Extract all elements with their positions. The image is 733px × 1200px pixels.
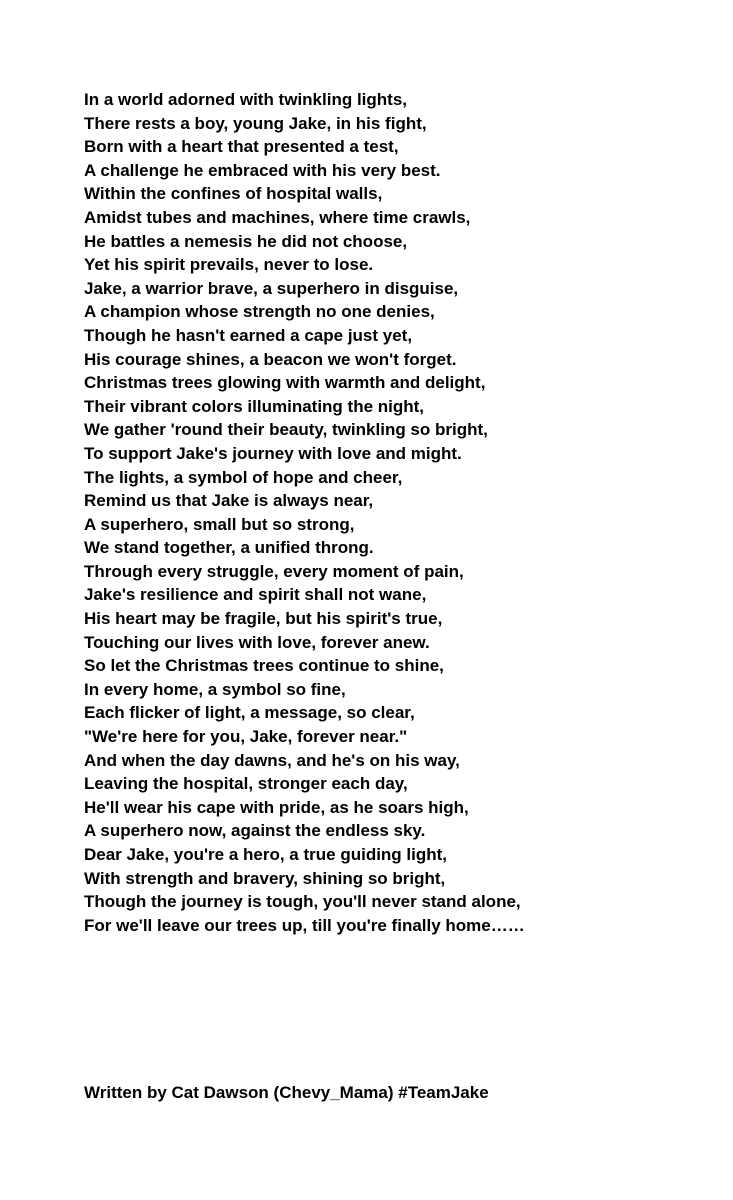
poem-line: Yet his spirit prevails, never to lose. [84, 255, 374, 275]
poem-line: Jake's resilience and spirit shall not wane, [84, 585, 427, 605]
poem-line: Dear Jake, you're a hero, a true guiding light, [84, 845, 448, 864]
poem-line: His courage shines, a beacon we won't forget. [84, 349, 457, 369]
poem-line: Born with a heart that presented a test, [84, 137, 399, 157]
poem-line: A superhero, small but so strong, [84, 514, 355, 534]
poem-line: The lights, a symbol of hope and cheer, [84, 467, 403, 487]
poem-line: In a world adorned with twinkling lights, [84, 90, 407, 109]
poem-line: Though the journey is tough, you'll never stand alone, [84, 892, 521, 912]
poem-line: He battles a nemesis he did not choose, [84, 231, 408, 251]
poem-line: Remind us that Jake is always near, [84, 491, 374, 511]
poem-line: Amidst tubes and machines, where time crawls, [84, 207, 471, 227]
poem-body [84, 88, 724, 937]
poem-line: A challenge he embraced with his very best. [84, 160, 441, 180]
poem-line: Within the confines of hospital walls, [84, 184, 383, 204]
poem-line: Their vibrant colors illuminating the night, [84, 396, 425, 416]
poem-line: Christmas trees glowing with warmth and delight, [84, 373, 486, 393]
poem-line: A superhero now, against the endless sky. [84, 821, 426, 841]
poem-line: Touching our lives with love, forever anew. [84, 632, 430, 652]
poem-line: To support Jake's journey with love and might. [84, 443, 462, 463]
poem-line: A champion whose strength no one denies, [84, 302, 435, 322]
poem-line: Through every struggle, every moment of pain, [84, 561, 464, 581]
poem-line: We gather 'round their beauty, twinkling so bright, [84, 420, 488, 440]
poem-line: With strength and bravery, shining so bright, [84, 868, 446, 888]
poem-line: Leaving the hospital, stronger each day, [84, 774, 408, 794]
poem-line: We stand together, a unified throng. [84, 538, 374, 558]
poem-line: Though he hasn't earned a cape just yet, [84, 325, 413, 345]
author-signature: Written by Cat Dawson (Chevy_Mama) #TeamJake [84, 1083, 489, 1102]
poem-line: There rests a boy, young Jake, in his fight, [84, 113, 427, 133]
poem-line: So let the Christmas trees continue to shine, [84, 656, 444, 676]
poem-line: And when the day dawns, and he's on his way, [84, 750, 460, 770]
poem-line: His heart may be fragile, but his spirit's true, [84, 609, 443, 629]
poem-line: In every home, a symbol so fine, [84, 679, 346, 699]
poem-line: Jake, a warrior brave, a superhero in disguise, [84, 278, 459, 298]
poem-line: He'll wear his cape with pride, as he soars high, [84, 797, 469, 817]
poem-line: Each flicker of light, a message, so clear, [84, 703, 415, 723]
poem-line: For we'll leave our trees up, till you're finally home…… [84, 915, 525, 935]
poem-line: "We're here for you, Jake, forever near." [84, 727, 408, 747]
